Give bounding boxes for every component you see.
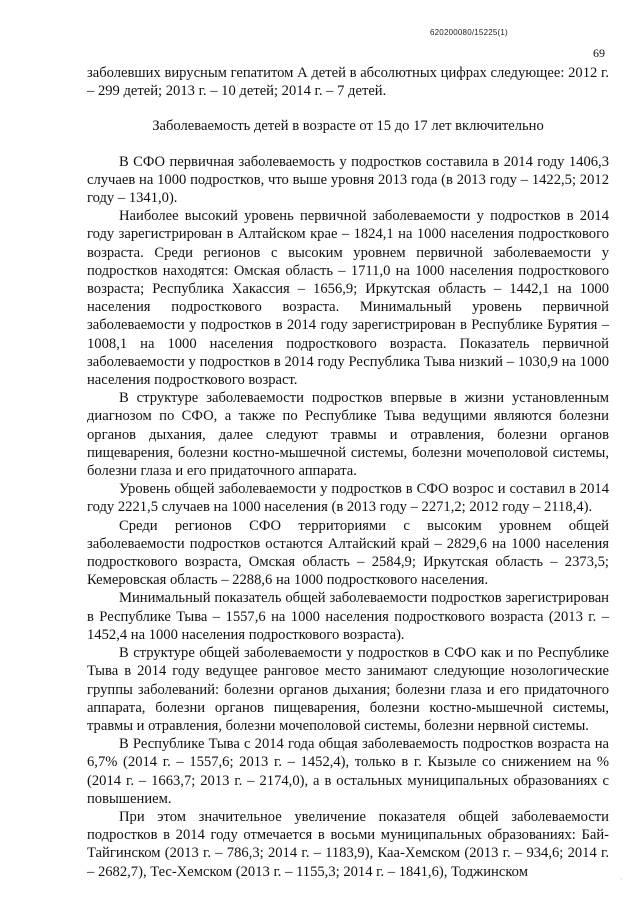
intro-paragraph: заболевших вирусным гепатитом А детей в абсолютных цифрах следующее: 2012 г. – 299 детей; 2013 г. – 10 детей; 2014 г. – 7 детей. xyxy=(87,65,609,100)
paragraph-9: При этом значительное увеличение показателя общей заболеваемости подростков в 2014 году отмечается в восьми муниципальных образованиях: Бай-Тайгинском (2013 г. – 786,3; 2014 г. – 1183,9), Каа-Хемском (2013 г. – 934,6; 2014 г. – 2682,7), Тес-Хемском (2013 г. – 1155,3; 2014 г. – 1841,6), Тоджинском xyxy=(87,808,609,880)
page-number: 69 xyxy=(593,46,605,60)
paragraph-1: В СФО первичная заболеваемость у подростков составила в 2014 году 1406,3 случаев на 1000 подростков, что выше уровня 2013 года (в 2013 году – 1422,5; 2012 году – 1341,0). xyxy=(87,153,609,207)
paragraph-7: В структуре общей заболеваемости у подростков в СФО как и по Республике Тыва в 2014 году ведущее ранговое место занимают следующие нозологические группы заболеваний: болезни органов дыхания; болезни глаза и его придаточного аппарата, болезни органов пищеварения, болезни костно-мышечной системы, травмы и отравления, болезни мочеполовой системы, болезни нервной системы. xyxy=(87,645,609,734)
paragraph-2: Наиболее высокий уровень первичной заболеваемости у подростков в 2014 году зарегистрирован в Алтайском крае – 1824,1 на 1000 населения подросткового возраста. Среди регионов с высоким уровнем первичной заболеваемости у подростков находятся: Омская область – 1711,0 на 1000 населения подросткового возраста; Республика Хакассия – 1656,9; Иркутская область – 1442,1 на 1000 населения подросткового возраста. Минимальный уровень первичной заболеваемости у подростков в 2014 году зарегистрирован в Республике Бурятия – 1008,1 на 1000 населения подросткового возраста. Показатель первичной заболеваемости у подростков в 2014 году Республика Тыва низкий – 1030,9 на 1000 населения подросткового возраст. xyxy=(87,208,609,389)
section-title: Заболеваемость детей в возрасте от 15 до 17 лет включительно xyxy=(152,118,544,135)
document-body xyxy=(87,64,609,881)
paragraph-8: В Республике Тыва с 2014 года общая заболеваемость подростков возраста на 6,7% (2014 г. – 1557,6; 2013 г. – 1452,4), только в г. Кызыле со снижением на % (2014 г. – 1663,7; 2013 г. – 2174,0), а в остальных муниципальных образованиях с повышением. xyxy=(87,736,609,807)
paragraph-6: Минимальный показатель общей заболеваемости подростков зарегистрирован в Республике Тыва – 1557,6 на 1000 населения подросткового возраста (2013 г. – 1452,4 на 1000 населения подросткового возраста). xyxy=(87,590,609,643)
paragraph-3: В структуре заболеваемости подростков впервые в жизни установленным диагнозом по СФО, а также по Республике Тыва ведущими являются болезни органов дыхания, далее следуют травмы и отравления, болезни органов пищеварения, болезни костно-мышечной системы, болезни мочеполовой системы, болезни глаза и его придаточного аппарата. xyxy=(87,390,609,480)
paragraph-5: Среди регионов СФО территориями с высоким уровнем общей заболеваемости подростков остаются Алтайский край – 2829,6 на 1000 населения подросткового возраста, Омская область – 2584,9; Иркутская область – 2373,5; Кемеровская область – 2288,6 на 1000 подросткового населения. xyxy=(87,517,609,589)
scan-artifact-mark: · xyxy=(620,875,623,884)
paragraph-4: Уровень общей заболеваемости у подростков в СФО возрос и составил в 2014 году 2221,5 случаев на 1000 населения (в 2013 году – 2271,2; 2012 году – 2118,4). xyxy=(87,481,609,516)
document-id: 620200080/15225(1) xyxy=(430,28,508,37)
